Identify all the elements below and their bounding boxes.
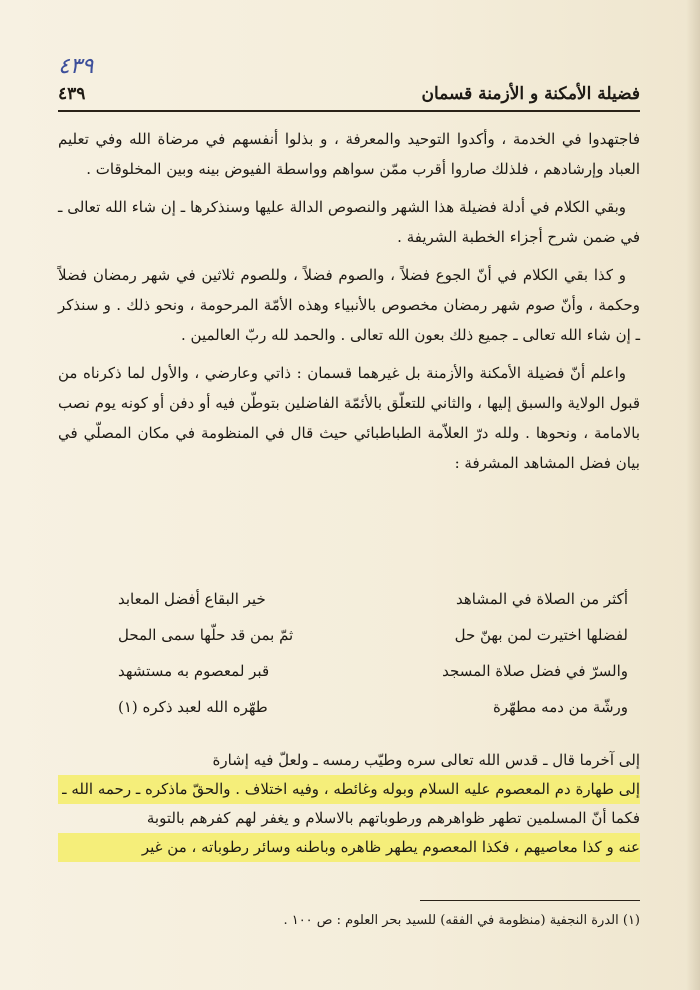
closing-paragraph (58, 746, 640, 862)
footnote: (١) الدرة النجفية (منظومة في الفقه) للسيد بحر العلوم : ص ١٠٠ . (283, 913, 640, 928)
header-rule (58, 110, 640, 112)
poem-hemistich-right: ورشّة من دمه مطهّرة (493, 698, 628, 716)
poem-hemistich-left: ثمّ بمن قد حلّها سمى المحل (118, 626, 294, 644)
highlighted-line: عنه و كذا معاصيهم ، فكذا المعصوم يطهر ظاهره وباطنه وسائر رطوباته ، من غير (58, 833, 640, 862)
page-edge-shadow (686, 0, 700, 990)
poem-verse (58, 590, 640, 626)
poem-verse (58, 626, 640, 662)
highlighted-line: إلى طهارة دم المعصوم عليه السلام وبوله وغائطه ، وفيه اختلاف . والحقّ ماذكره ـ رحمه الله ـ (58, 775, 640, 804)
poem-hemistich-left: خير البقاع أفضل المعابد (118, 590, 266, 608)
header-page-number: ٤٣٩ (58, 84, 86, 104)
paragraph: وبقي الكلام في أدلة فضيلة هذا الشهر والنصوص الدالة عليها وسنذكرها ـ إن شاء الله تعالى ـ في ضمن شرح أجزاء الخطبة الشريفة . (58, 198, 640, 246)
poem-hemistich-right: أكثر من الصلاة في المشاهد (455, 590, 628, 608)
poem-hemistich-left: قبر لمعصوم به مستشهد (118, 662, 270, 680)
text-line: إلى آخرما قال ـ قدس الله تعالى سره وطيّب رمسه ـ ولعلّ فيه إشارة (212, 751, 640, 769)
poem-verse (58, 662, 640, 698)
poem-hemistich-right: لفضلها اختيرت لمن بهنّ حل (454, 626, 628, 644)
paragraph: واعلم أنّ فضيلة الأمكنة والأزمنة بل غيرهما قسمان : ذاتي وعارضي ، والأول لما ذكرناه من قبول الولاية والسبق إليها ، والثاني للتعلّق بالأئمّة الفاضلين بتوطّن فيه أو دفن أو كونه يوم نصب بالامامة ، ونحوها . ولله درّ العلاّمة الطباطبائي حيث قال في المنظومة في مكان المصلّي في بيان فضل المشاهد المشرفة : (58, 364, 640, 472)
text-line: فكما أنّ المسلمين تطهر ظواهرهم ورطوباتهم بالاسلام و يغفر لهم كفرهم بالتوبة (146, 809, 640, 827)
handwritten-page-number: ٤٣٩ (58, 54, 94, 79)
poem-hemistich-right: والسرّ في فضل صلاة المسجد (442, 662, 628, 680)
paragraph: فاجتهدوا في الخدمة ، وأكدوا التوحيد والمعرفة ، و بذلوا أنفسهم في مرضاة الله وفي تعليم العباد وإرشادهم ، فلذلك صاروا أقرب ممّن سواهم وواسطة الفيوض بينه وبين المخلوقات . (58, 130, 640, 178)
running-header (58, 84, 640, 110)
poem (58, 590, 640, 734)
poem-verse (58, 698, 640, 734)
poem-hemistich-left: طهّره الله لعبد ذكره (١) (118, 698, 268, 716)
footnote-rule (420, 900, 640, 901)
paragraph: و كذا بقي الكلام في أنّ الجوع فضلاً ، والصوم فضلاً ، وللصوم ثلاثين في شهر رمضان فضلاً وحكمة ، وأنّ صوم شهر رمضان مخصوص بالأنبياء وهذه الأمّة المرحومة ، ونحو ذلك . و سنذكر ـ إن شاء الله تعالى ـ جميع ذلك بعون الله تعالى . والحمد لله ربّ العالمين . (58, 266, 640, 344)
header-title: فضيلة الأمكنة و الأزمنة قسمان (421, 84, 640, 104)
body-text (58, 124, 640, 486)
